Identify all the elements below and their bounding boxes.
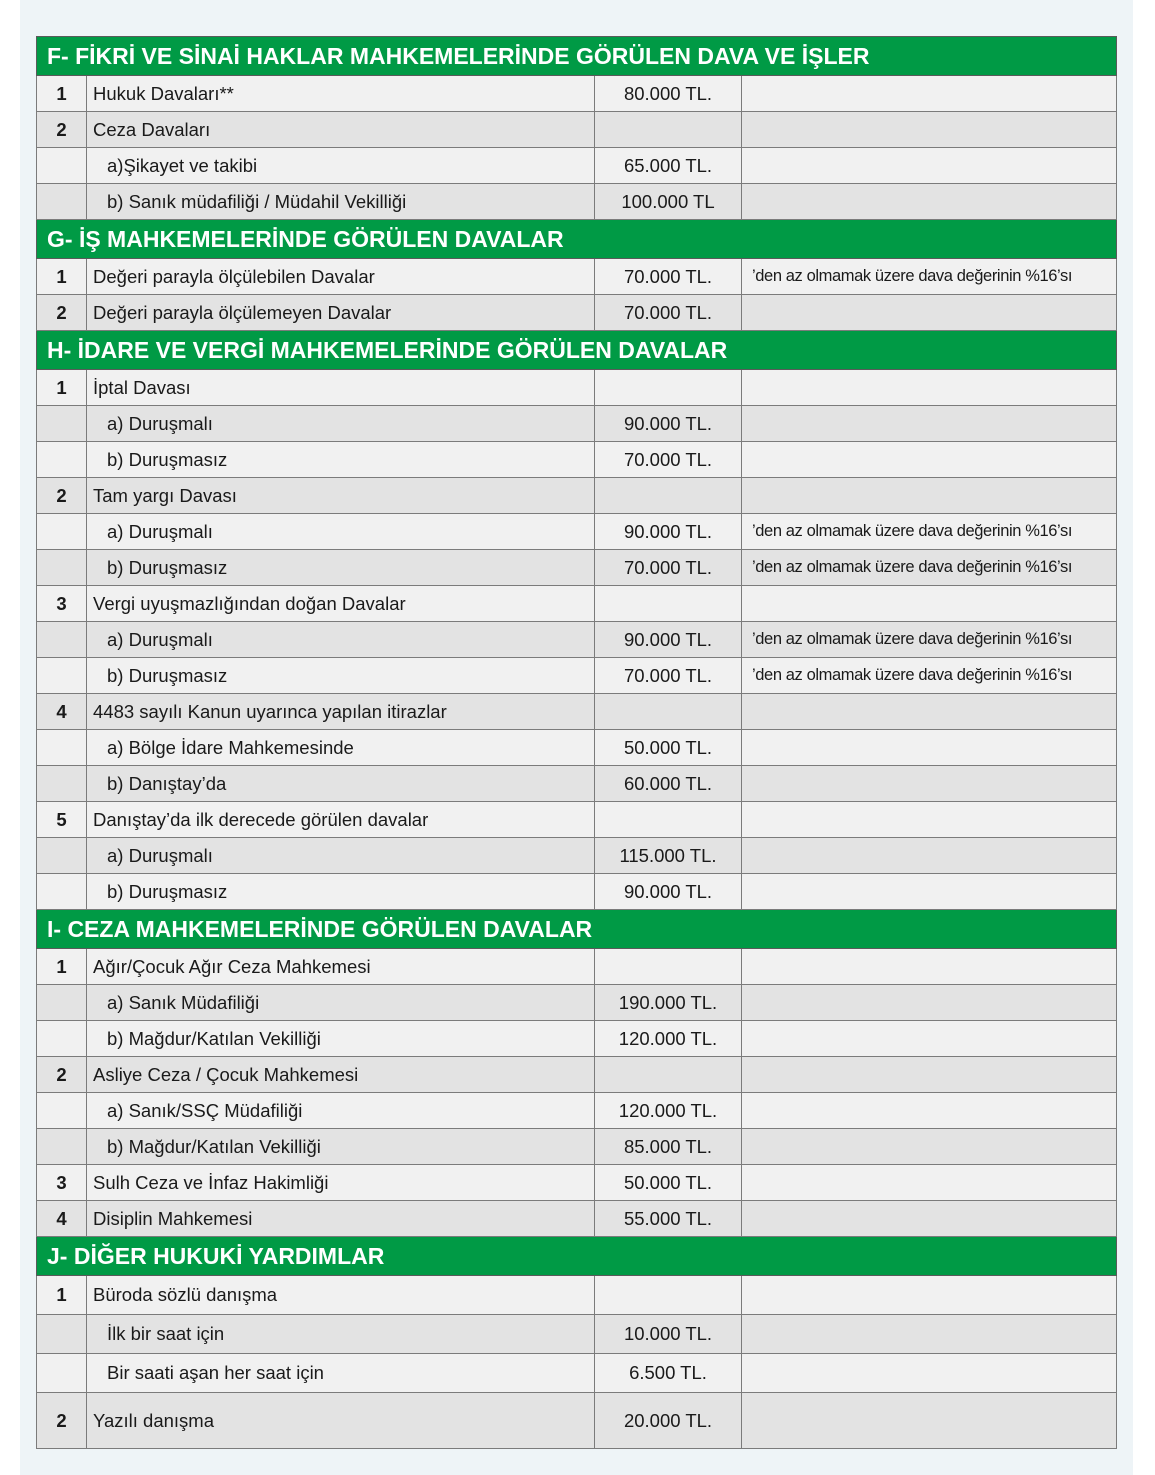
item-number bbox=[37, 838, 87, 874]
fee-row bbox=[37, 1393, 1117, 1449]
item-amount: 60.000 TL. bbox=[595, 766, 742, 802]
item-number bbox=[37, 658, 87, 694]
item-description: Yazılı danışma bbox=[87, 1393, 595, 1449]
section-title: H- İDARE VE VERGİ MAHKEMELERİNDE GÖRÜLEN DAVALAR bbox=[37, 331, 1117, 370]
item-number: 1 bbox=[37, 370, 87, 406]
item-number: 5 bbox=[37, 802, 87, 838]
item-amount bbox=[595, 112, 742, 148]
fee-row bbox=[37, 184, 1117, 220]
item-note bbox=[742, 730, 1117, 766]
section-title: G- İŞ MAHKEMELERİNDE GÖRÜLEN DAVALAR bbox=[37, 220, 1117, 259]
item-amount: 85.000 TL. bbox=[595, 1129, 742, 1165]
item-description: Asliye Ceza / Çocuk Mahkemesi bbox=[87, 1057, 595, 1093]
item-amount: 70.000 TL. bbox=[595, 259, 742, 295]
item-description: 4483 sayılı Kanun uyarınca yapılan itirazlar bbox=[87, 694, 595, 730]
item-amount: 20.000 TL. bbox=[595, 1393, 742, 1449]
item-amount bbox=[595, 949, 742, 985]
section-header bbox=[37, 1237, 1117, 1276]
item-amount: 90.000 TL. bbox=[595, 874, 742, 910]
item-note bbox=[742, 694, 1117, 730]
item-description: a) Duruşmalı bbox=[87, 622, 595, 658]
item-amount: 80.000 TL. bbox=[595, 76, 742, 112]
item-number bbox=[37, 985, 87, 1021]
item-amount: 70.000 TL. bbox=[595, 550, 742, 586]
item-note bbox=[742, 370, 1117, 406]
item-note: ’den az olmamak üzere dava değerinin %16’sı bbox=[742, 259, 1117, 295]
item-note bbox=[742, 1354, 1117, 1393]
fee-row bbox=[37, 1165, 1117, 1201]
fee-row bbox=[37, 514, 1117, 550]
item-note bbox=[742, 406, 1117, 442]
item-description: Büroda sözlü danışma bbox=[87, 1276, 595, 1315]
item-number bbox=[37, 184, 87, 220]
fee-row bbox=[37, 1129, 1117, 1165]
item-number bbox=[37, 406, 87, 442]
item-number bbox=[37, 1129, 87, 1165]
fee-row bbox=[37, 586, 1117, 622]
item-number bbox=[37, 730, 87, 766]
fee-row bbox=[37, 985, 1117, 1021]
item-note bbox=[742, 802, 1117, 838]
item-note bbox=[742, 1021, 1117, 1057]
item-number: 2 bbox=[37, 295, 87, 331]
item-description: İptal Davası bbox=[87, 370, 595, 406]
item-note bbox=[742, 949, 1117, 985]
item-number: 2 bbox=[37, 478, 87, 514]
item-amount: 120.000 TL. bbox=[595, 1093, 742, 1129]
item-number bbox=[37, 1315, 87, 1354]
item-number bbox=[37, 514, 87, 550]
item-amount: 190.000 TL. bbox=[595, 985, 742, 1021]
item-note bbox=[742, 838, 1117, 874]
item-note bbox=[742, 766, 1117, 802]
item-description: a)Şikayet ve takibi bbox=[87, 148, 595, 184]
fee-row bbox=[37, 1315, 1117, 1354]
fee-schedule-table bbox=[36, 36, 1117, 1449]
item-amount: 70.000 TL. bbox=[595, 658, 742, 694]
item-note bbox=[742, 295, 1117, 331]
section-title: I- CEZA MAHKEMELERİNDE GÖRÜLEN DAVALAR bbox=[37, 910, 1117, 949]
item-number bbox=[37, 622, 87, 658]
item-note bbox=[742, 1315, 1117, 1354]
item-note bbox=[742, 1057, 1117, 1093]
item-note bbox=[742, 478, 1117, 514]
fee-row bbox=[37, 76, 1117, 112]
item-note bbox=[742, 586, 1117, 622]
item-note bbox=[742, 1201, 1117, 1237]
fee-row bbox=[37, 874, 1117, 910]
item-description: b) Duruşmasız bbox=[87, 658, 595, 694]
section-header bbox=[37, 331, 1117, 370]
fee-row bbox=[37, 949, 1117, 985]
section-header bbox=[37, 910, 1117, 949]
section-title: J- DİĞER HUKUKİ YARDIMLAR bbox=[37, 1237, 1117, 1276]
item-amount bbox=[595, 1057, 742, 1093]
item-description: a) Duruşmalı bbox=[87, 514, 595, 550]
fee-row bbox=[37, 658, 1117, 694]
item-amount: 50.000 TL. bbox=[595, 1165, 742, 1201]
fee-row bbox=[37, 1021, 1117, 1057]
fee-row bbox=[37, 1354, 1117, 1393]
item-description: b) Mağdur/Katılan Vekilliği bbox=[87, 1129, 595, 1165]
fee-row bbox=[37, 1093, 1117, 1129]
item-number: 2 bbox=[37, 1393, 87, 1449]
item-note: ’den az olmamak üzere dava değerinin %16’sı bbox=[742, 514, 1117, 550]
fee-row bbox=[37, 1276, 1117, 1315]
item-description: a) Duruşmalı bbox=[87, 406, 595, 442]
section-header bbox=[37, 37, 1117, 76]
item-amount: 90.000 TL. bbox=[595, 514, 742, 550]
item-amount: 50.000 TL. bbox=[595, 730, 742, 766]
fee-row bbox=[37, 766, 1117, 802]
item-number bbox=[37, 148, 87, 184]
item-description: a) Sanık/SSÇ Müdafiliği bbox=[87, 1093, 595, 1129]
item-amount: 90.000 TL. bbox=[595, 622, 742, 658]
fee-schedule-body bbox=[37, 37, 1117, 1449]
item-note: ’den az olmamak üzere dava değerinin %16’sı bbox=[742, 658, 1117, 694]
item-note bbox=[742, 76, 1117, 112]
item-number: 2 bbox=[37, 1057, 87, 1093]
item-number: 1 bbox=[37, 1276, 87, 1315]
item-note bbox=[742, 1393, 1117, 1449]
item-number bbox=[37, 1354, 87, 1393]
fee-row bbox=[37, 259, 1117, 295]
item-amount: 55.000 TL. bbox=[595, 1201, 742, 1237]
item-note bbox=[742, 148, 1117, 184]
fee-row bbox=[37, 478, 1117, 514]
item-number: 4 bbox=[37, 694, 87, 730]
fee-row bbox=[37, 802, 1117, 838]
item-description: Sulh Ceza ve İnfaz Hakimliği bbox=[87, 1165, 595, 1201]
item-description: Tam yargı Davası bbox=[87, 478, 595, 514]
item-number: 2 bbox=[37, 112, 87, 148]
item-note bbox=[742, 985, 1117, 1021]
item-description: İlk bir saat için bbox=[87, 1315, 595, 1354]
item-note bbox=[742, 874, 1117, 910]
fee-row bbox=[37, 730, 1117, 766]
item-amount: 65.000 TL. bbox=[595, 148, 742, 184]
item-description: b) Duruşmasız bbox=[87, 874, 595, 910]
item-note bbox=[742, 112, 1117, 148]
item-number: 4 bbox=[37, 1201, 87, 1237]
fee-row bbox=[37, 406, 1117, 442]
item-amount: 6.500 TL. bbox=[595, 1354, 742, 1393]
item-number: 1 bbox=[37, 76, 87, 112]
item-note bbox=[742, 1276, 1117, 1315]
item-note bbox=[742, 184, 1117, 220]
item-description: Vergi uyuşmazlığından doğan Davalar bbox=[87, 586, 595, 622]
item-description: b) Duruşmasız bbox=[87, 550, 595, 586]
item-description: b) Duruşmasız bbox=[87, 442, 595, 478]
item-number: 1 bbox=[37, 949, 87, 985]
item-description: a) Bölge İdare Mahkemesinde bbox=[87, 730, 595, 766]
item-amount: 100.000 TL bbox=[595, 184, 742, 220]
item-note bbox=[742, 442, 1117, 478]
fee-row bbox=[37, 694, 1117, 730]
item-amount bbox=[595, 586, 742, 622]
fee-row bbox=[37, 295, 1117, 331]
item-description: b) Danıştay’da bbox=[87, 766, 595, 802]
fee-row bbox=[37, 622, 1117, 658]
item-number: 3 bbox=[37, 586, 87, 622]
item-number bbox=[37, 1021, 87, 1057]
item-description: b) Sanık müdafiliği / Müdahil Vekilliği bbox=[87, 184, 595, 220]
item-amount bbox=[595, 1276, 742, 1315]
item-description: Değeri parayla ölçülebilen Davalar bbox=[87, 259, 595, 295]
item-description: a) Sanık Müdafiliği bbox=[87, 985, 595, 1021]
item-amount: 90.000 TL. bbox=[595, 406, 742, 442]
item-description: a) Duruşmalı bbox=[87, 838, 595, 874]
fee-row bbox=[37, 148, 1117, 184]
item-description: Disiplin Mahkemesi bbox=[87, 1201, 595, 1237]
item-number bbox=[37, 874, 87, 910]
fee-row bbox=[37, 370, 1117, 406]
item-description: Bir saati aşan her saat için bbox=[87, 1354, 595, 1393]
item-amount: 70.000 TL. bbox=[595, 295, 742, 331]
item-note bbox=[742, 1093, 1117, 1129]
item-number bbox=[37, 550, 87, 586]
item-note bbox=[742, 1129, 1117, 1165]
fee-row bbox=[37, 442, 1117, 478]
item-note: ’den az olmamak üzere dava değerinin %16’sı bbox=[742, 550, 1117, 586]
fee-row bbox=[37, 112, 1117, 148]
item-number: 3 bbox=[37, 1165, 87, 1201]
item-number bbox=[37, 766, 87, 802]
section-header bbox=[37, 220, 1117, 259]
item-amount: 120.000 TL. bbox=[595, 1021, 742, 1057]
item-number bbox=[37, 442, 87, 478]
item-amount bbox=[595, 694, 742, 730]
item-description: Ceza Davaları bbox=[87, 112, 595, 148]
item-description: Danıştay’da ilk derecede görülen davalar bbox=[87, 802, 595, 838]
fee-row bbox=[37, 838, 1117, 874]
item-description: b) Mağdur/Katılan Vekilliği bbox=[87, 1021, 595, 1057]
item-amount: 70.000 TL. bbox=[595, 442, 742, 478]
item-amount bbox=[595, 370, 742, 406]
item-description: Hukuk Davaları** bbox=[87, 76, 595, 112]
item-description: Ağır/Çocuk Ağır Ceza Mahkemesi bbox=[87, 949, 595, 985]
item-amount: 115.000 TL. bbox=[595, 838, 742, 874]
item-amount: 10.000 TL. bbox=[595, 1315, 742, 1354]
item-amount bbox=[595, 478, 742, 514]
item-note bbox=[742, 1165, 1117, 1201]
item-amount bbox=[595, 802, 742, 838]
fee-row bbox=[37, 1201, 1117, 1237]
fee-row bbox=[37, 1057, 1117, 1093]
item-description: Değeri parayla ölçülemeyen Davalar bbox=[87, 295, 595, 331]
item-note: ’den az olmamak üzere dava değerinin %16’sı bbox=[742, 622, 1117, 658]
section-title: F- FİKRİ VE SİNAİ HAKLAR MAHKEMELERİNDE GÖRÜLEN DAVA VE İŞLER bbox=[37, 37, 1117, 76]
item-number bbox=[37, 1093, 87, 1129]
fee-row bbox=[37, 550, 1117, 586]
item-number: 1 bbox=[37, 259, 87, 295]
